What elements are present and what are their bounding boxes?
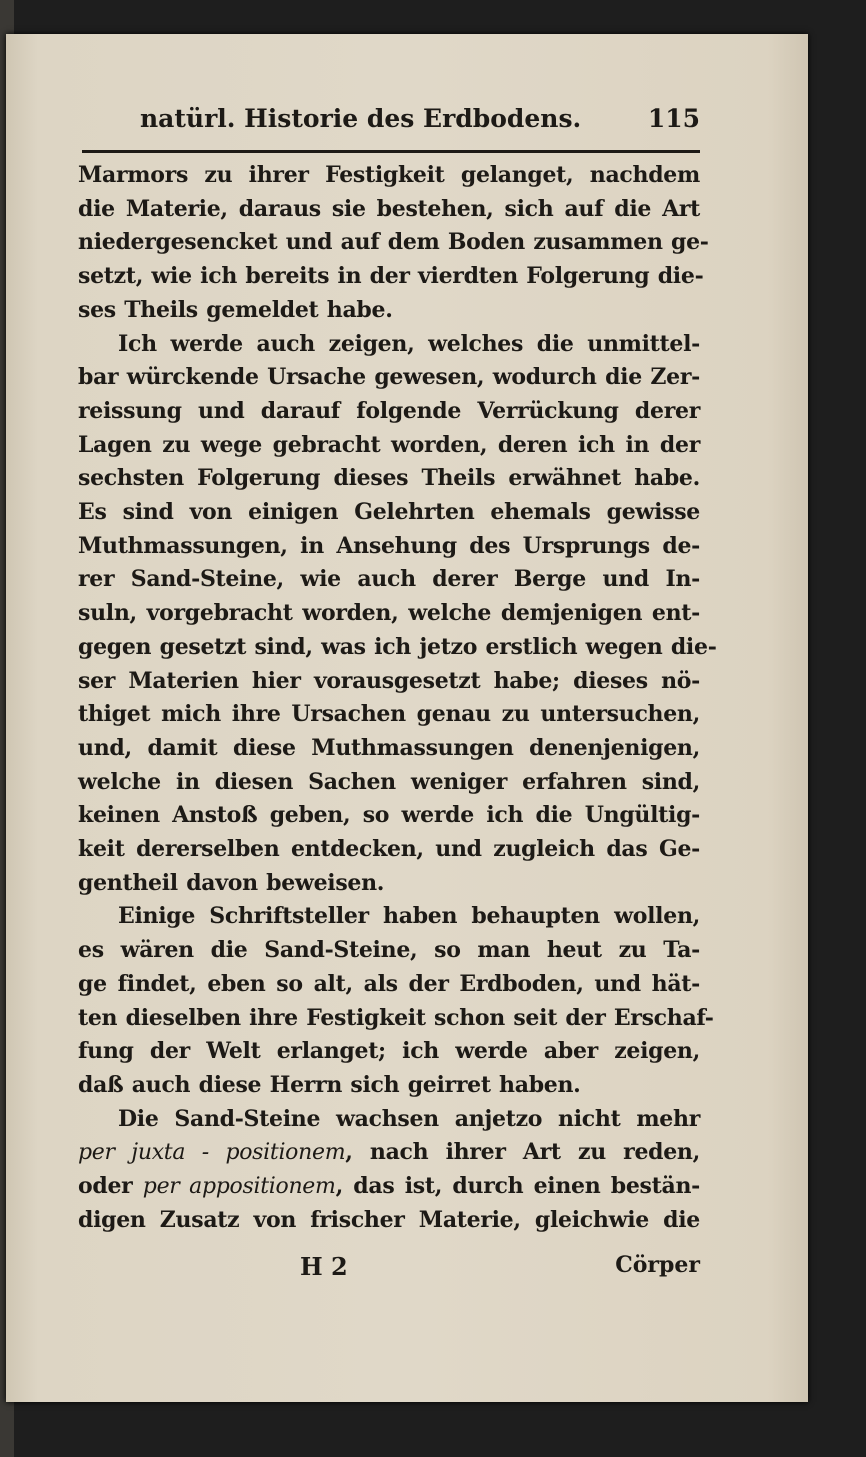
text-span: gegen gesetzt sind, was ich jetzo erstlich wegen die- (78, 633, 717, 660)
text-span: Die Sand-Steine wachsen anjetzo nicht mehr (118, 1105, 700, 1132)
text-line (78, 969, 700, 999)
text-span: gentheil davon beweisen. (78, 869, 385, 896)
running-title: natürl. Historie des Erdbodens. (140, 104, 582, 133)
text-line (78, 868, 700, 898)
text-span: rer Sand-Steine, wie auch derer Berge und In- (78, 566, 700, 593)
text-line (78, 531, 700, 561)
text-line (78, 901, 700, 931)
text-line (78, 497, 700, 527)
text-span: setzt, wie ich bereits in der vierdten Folgerung die- (78, 263, 704, 290)
text-line (78, 935, 700, 965)
text-span: Muthmassungen, in Ansehung des Ursprungs de- (78, 532, 700, 559)
text-line (78, 1036, 700, 1066)
latin-italic-text: per appositionem (142, 1174, 336, 1199)
text-line (78, 632, 717, 662)
text-line (78, 194, 700, 224)
text-span: niedergesencket und auf dem Boden zusammen ge- (78, 229, 709, 256)
text-line (78, 1003, 714, 1033)
text-span: es wären die Sand-Steine, so man heut zu Ta- (78, 937, 700, 964)
signature-mark: H 2 (300, 1252, 348, 1281)
text-line (78, 767, 700, 797)
text-span: Es sind von einigen Gelehrten ehemals gewisse (78, 499, 700, 525)
text-span: keinen Anstoß geben, so werde ich die Ungültig- (78, 802, 700, 829)
text-line (78, 430, 700, 460)
text-span: bar würckende Ursache gewesen, wodurch die Zer- (78, 364, 700, 391)
text-span: Marmors zu ihrer Festigkeit gelanget, nachdem (78, 162, 700, 188)
text-span: und, damit diese Muthmassungen denenjenigen, (78, 734, 700, 761)
text-line (78, 1137, 700, 1168)
text-line (78, 362, 700, 392)
text-span: Lagen zu wege gebracht worden, deren ich in der (78, 431, 700, 458)
text-line (78, 160, 700, 190)
header-rule (82, 150, 700, 153)
text-line (78, 666, 700, 696)
running-header (140, 104, 700, 140)
text-line (78, 1205, 700, 1235)
text-line (78, 1171, 700, 1202)
text-span: welche in diesen Sachen weniger erfahren sind, (78, 768, 700, 795)
text-line (78, 834, 700, 864)
text-span: thiget mich ihre Ursachen genau zu untersuchen, (78, 701, 700, 728)
catchword: Cörper (615, 1252, 700, 1278)
text-span: ge findet, eben so alt, als der Erdboden, und hät- (78, 970, 700, 997)
text-span: ten dieselben ihre Festigkeit schon seit der Erschaf- (78, 1004, 714, 1031)
text-line (78, 564, 700, 594)
text-span: sechsten Folgerung dieses Theils erwähnet habe. (78, 465, 700, 492)
text-line (78, 396, 700, 426)
text-line (78, 1070, 700, 1100)
text-span: , das ist, durch einen bestän- (335, 1173, 700, 1199)
page-number: 115 (647, 104, 700, 133)
text-span: fung der Welt erlanget; ich werde aber zeigen, (78, 1038, 700, 1065)
text-span: ser Materien hier vorausgesetzt habe; dieses nö- (78, 667, 700, 694)
text-span: daß auch diese Herrn sich geirret haben. (78, 1071, 581, 1098)
text-line (78, 261, 704, 291)
text-span: die Materie, daraus sie bestehen, sich auf die Art (78, 195, 700, 222)
text-span: , nach ihrer Art zu reden, (345, 1139, 700, 1166)
text-span: suln, vorgebracht worden, welche demjenigen ent- (78, 600, 700, 627)
text-line (78, 227, 709, 257)
text-span: Ich werde auch zeigen, welches die unmittel- (118, 330, 700, 357)
latin-italic-text: per juxta - positionem (78, 1140, 346, 1166)
text-line (78, 295, 700, 325)
text-line (78, 329, 700, 359)
text-line (78, 463, 700, 493)
text-line (78, 800, 700, 830)
text-span: ses Theils gemeldet habe. (78, 296, 393, 323)
text-span: keit dererselben entdecken, und zugleich das Ge- (78, 836, 700, 862)
text-span: reissung und darauf folgende Verrückung derer (78, 397, 700, 424)
text-line (78, 1104, 700, 1134)
text-line (78, 733, 700, 763)
text-span: oder (78, 1173, 143, 1199)
text-line (78, 598, 700, 628)
text-span: digen Zusatz von frischer Materie, gleichwie die (78, 1206, 700, 1233)
text-span: Einige Schriftsteller haben behaupten wollen, (118, 903, 700, 930)
text-line (78, 699, 700, 729)
